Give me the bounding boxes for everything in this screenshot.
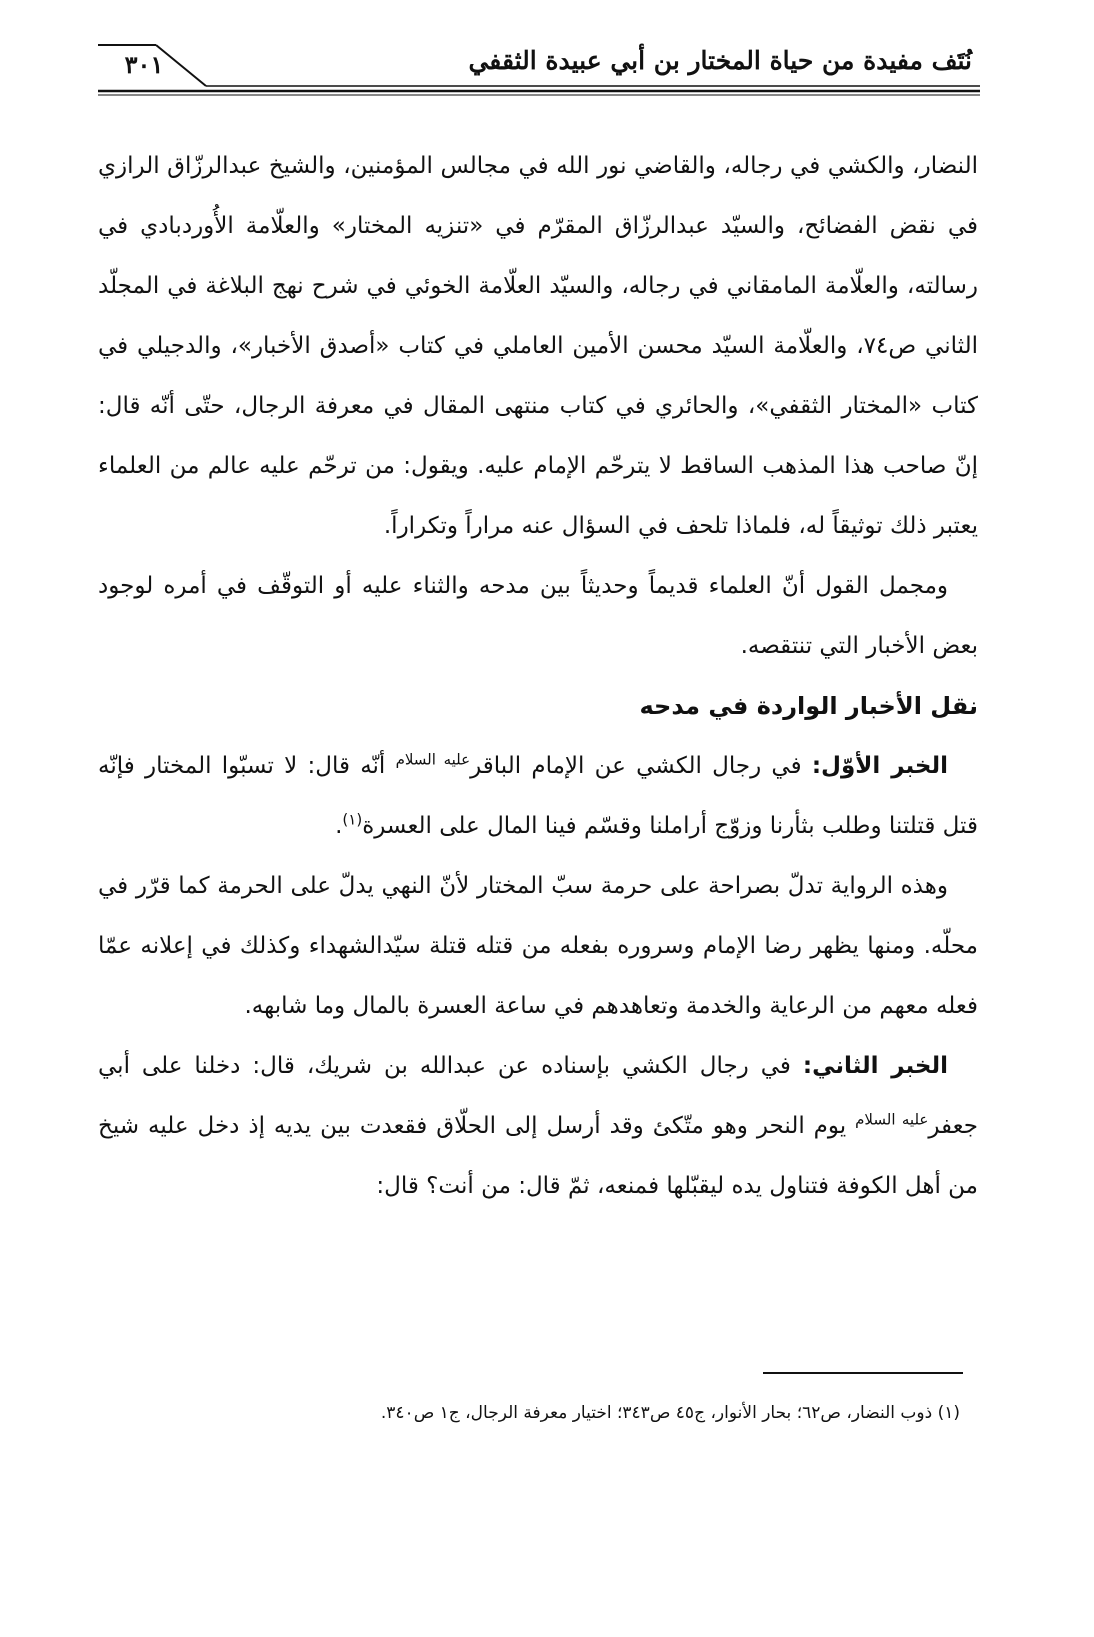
running-title: نُتَف مفيدة من حياة المختار بن أبي عبيدة الثقفي bbox=[468, 46, 972, 75]
first-report-label: الخبر الأوّل: bbox=[811, 753, 949, 779]
main-text bbox=[98, 136, 978, 1216]
section-heading: نقل الأخبار الواردة في مدحه bbox=[639, 692, 978, 720]
running-header bbox=[98, 36, 980, 106]
paragraph-3-text-a: في رجال الكشي عن الإمام الباقر bbox=[470, 753, 802, 779]
paragraph-3-end: . bbox=[335, 813, 343, 839]
footnote-1: (١) ذوب النضار، ص٦٢؛ بحار الأنوار، ج٤٥ ص٣٤٣؛ اختيار معرفة الرجال، ج١ ص٣٤٠. bbox=[380, 1403, 960, 1423]
paragraph-3-text-b: أنّه قال: لا تسبّوا المختار فإنّه قتل قتلتنا وطلب بثأرنا وزوّج أراملنا وقسّم فينا المال على العسرة bbox=[98, 753, 978, 839]
paragraph-1: النضار، والكشي في رجاله، والقاضي نور الله في مجالس المؤمنين، والشيخ عبدالرزّاق الرازي في نقض الفضائح، والسيّد عبدالرزّاق المقرّم في «تنزيه المختار» والعلّامة الأُوردبادي في رسالته، والعلّامة المامقاني في رجاله، والسيّد العلّامة الخوئي في شرح نهج البلاغة في المجلّد الثاني ص٧٤، والعلّامة السيّد محسن الأمين العاملي في كتاب «أصدق الأخبار»، والدجيلي في كتاب «المختار الثقفي»، والحائري في كتاب منتهى المقال في معرفة الرجال، حتّى أنّه قال: إنّ صاحب هذا المذهب الساقط لا يترحّم الإمام عليه. ويقول: من ترحّم عليه عالم من العلماء يعتبر ذلك توثيقاً له، فلماذا تلحف في السؤال عنه مراراً وتكراراً. bbox=[98, 153, 978, 539]
honorific-mark: عليه السلام bbox=[395, 750, 471, 769]
paragraph-3 bbox=[98, 736, 978, 856]
footnote-divider bbox=[763, 1372, 963, 1374]
second-report-label: الخبر الثاني: bbox=[802, 1053, 948, 1079]
honorific-mark: عليه السلام bbox=[855, 1110, 929, 1129]
paragraph-5-text-b: يوم النحر وهو متّكئ وقد أرسل إلى الحلّاق فقعدت بين يديه إذ دخل عليه شيخ من أهل الكوفة فتناول يده ليقبّلها فمنعه، ثمّ قال: من أنت؟ قال: bbox=[98, 1113, 978, 1199]
paragraph-2: ومجمل القول أنّ العلماء قديماً وحديثاً بين مدحه والثناء عليه أو التوقّف في أمره لوجود بعض الأخبار التي تنتقصه. bbox=[98, 573, 978, 659]
paragraph-5 bbox=[98, 1036, 978, 1216]
footnotes bbox=[98, 1398, 960, 1428]
paragraph-4: وهذه الرواية تدلّ بصراحة على حرمة سبّ المختار لأنّ النهي يدلّ على الحرمة كما قرّر في محلّه. ومنها يظهر رضا الإمام وسروره بفعله من قتله قتلة سيّدالشهداء وكذلك في إعلانه عمّا فعله معهم من الرعاية والخدمة وتعاهدهم في ساعة العسرة بالمال وما شابهه. bbox=[98, 873, 978, 1019]
page-number: ٣٠١ bbox=[124, 50, 164, 79]
footnote-ref-1[interactable]: (١) bbox=[342, 810, 363, 829]
paragraph-5-text-a: في رجال الكشي بإسناده عن عبدالله بن شريك، قال: دخلنا على أبي جعفر bbox=[98, 1053, 978, 1139]
